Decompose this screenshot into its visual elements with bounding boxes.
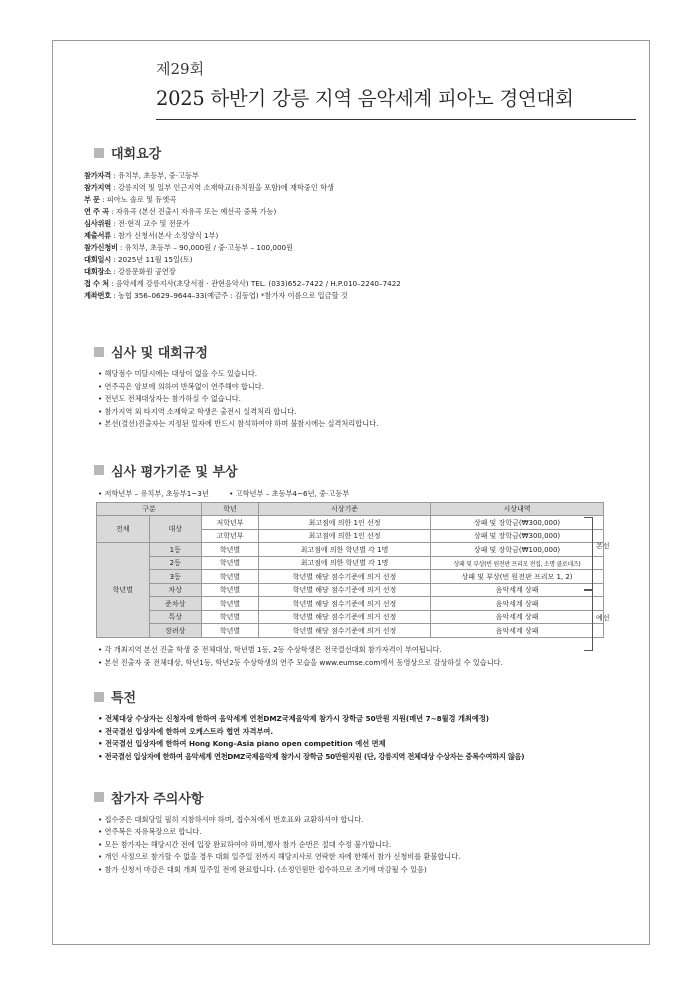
list-item: • 전국결선 입상자에 한하여 오케스트라 협연 자격부여. — [98, 726, 274, 736]
section-benefits — [84, 687, 632, 763]
list-item: • 본선 진출자 중 전체대상, 학년1등, 학년2등 수상학생의 연주 모습을 www.eumse.com에서 동영상으로 감상하실 수 있습니다. — [98, 657, 503, 667]
outline-key: 제출서류 — [84, 231, 111, 240]
column-header: 시상내역 — [431, 502, 604, 516]
criterion-cell: 최고점에 의한 1인 선정 — [259, 529, 431, 543]
outline-row — [84, 206, 632, 218]
grade-cell: 학년별 — [202, 610, 259, 624]
final-bracket — [584, 517, 593, 591]
section-heading — [94, 143, 632, 162]
outline-row — [84, 230, 632, 242]
section-title: 심사 평가기준 및 부상 — [111, 464, 238, 480]
award-table — [96, 502, 604, 638]
category-high: • 고학년부 – 초등부4~6년, 중·고등부 — [229, 488, 350, 498]
outline-row — [84, 194, 632, 206]
grade-cell: 학년별 — [202, 570, 259, 584]
criterion-cell: 최고점에 의한 학년별 각 1명 — [259, 543, 431, 557]
outline-value: : 음악세계 강릉지사(초당서점 · 관현음악사) TEL. (033)652–7422 / H.P.010–2240–7422 — [108, 279, 401, 288]
list-item: • 전국결선 입상자에 한하여 Hong Kong–Asia piano open competition 예선 면제 — [98, 739, 386, 749]
square-bullet-icon — [94, 465, 104, 475]
rank-cell: 3등 — [149, 570, 202, 584]
section-title: 특전 — [111, 691, 137, 707]
square-bullet-icon — [94, 692, 104, 702]
outline-key: 참가자격 — [84, 171, 111, 180]
list-item: • 접수증은 대회당일 필히 지참하셔야 하며, 접수처에서 번호표와 교환하셔야 합니다. — [98, 814, 364, 824]
criterion-cell: 학년별 해당 점수기준에 의거 선정 — [259, 583, 431, 597]
outline-value: : 유치부, 초등부, 중·고등부 — [110, 171, 199, 180]
list-item: • 전년도 전체대상자는 참가하실 수 없습니다. — [98, 394, 241, 404]
list-item: • 전체대상 수상자는 신청자에 한하여 음악세계 연천DMZ국제음악제 참가시 장학금 50만원 지원(매년 7~8월경 개최예정) — [98, 714, 490, 724]
page-title: 2025 하반기 강릉 지역 음악세계 피아노 경연대회 — [156, 83, 636, 120]
rank-cell: 장려상 — [149, 624, 202, 638]
section-heading — [94, 461, 632, 480]
outline-row — [84, 266, 632, 278]
outline-key: 대회일시 — [84, 255, 111, 264]
prize-cell: 상패 및 부상(빈 원전판 프리모 1, 2) — [431, 570, 604, 584]
list-item: • 개인 사정으로 참가할 수 없을 경우 대회 일주일 전까지 해당지사로 연락한 자에 한해서 참가 신청비를 환불합니다. — [98, 852, 461, 862]
table-row — [97, 570, 604, 584]
outline-value: : 유치부, 초등부 – 90,000원 / 중·고등부 – 100,000원 — [117, 243, 294, 252]
outline-row — [84, 290, 632, 302]
list-item: • 본선(결선)진출자는 지정된 일자에 반드시 참석하여야 하며 불참시에는 실격처리합니다. — [98, 419, 379, 429]
grade-cell: 학년별 — [202, 556, 259, 570]
outline-value: : 참가 신청서(본사 소정양식 1부) — [110, 231, 219, 240]
list-item: • 연주곡은 암보에 의하여 반복없이 연주해야 합니다. — [98, 381, 265, 391]
outline-value: : 자유곡 (본선 진출시 자유곡 또는 예선곡 중복 가능) — [108, 207, 277, 216]
category-legend — [98, 489, 632, 499]
rank-cell: 준차상 — [149, 597, 202, 611]
list-item: • 참가지역 외 타지역 소재학교 학생은 출전시 실격처리 합니다. — [98, 406, 297, 416]
prelim-label: 예선 — [596, 613, 610, 622]
grade-cell: 저학년부 — [202, 516, 259, 530]
outline-key: 접 수 처 — [84, 279, 109, 288]
prize-cell: 상패 및 장학금(₩300,000) — [431, 529, 604, 543]
grade-cell: 학년별 — [202, 597, 259, 611]
list-item: • 연주복은 자유복장으로 합니다. — [98, 827, 202, 837]
table-row — [97, 543, 604, 557]
square-bullet-icon — [94, 347, 104, 357]
outline-value: : 2025년 11월 15일(토) — [110, 255, 193, 264]
table-row — [97, 516, 604, 530]
outline-value: : 농협 356–0629–9644–33(예금주 : 김동엽) *참가자 이름으로 입금할 것 — [110, 291, 348, 300]
criterion-cell: 최고점에 의한 1인 선정 — [259, 516, 431, 530]
prize-cell: 상패 및 부상(빈 원전판 프리모 전집, 소명 클로네즈) — [431, 556, 604, 570]
section-title: 심사 및 대회규정 — [111, 346, 208, 361]
outline-value: : 강릉문화원 공연장 — [110, 267, 176, 276]
prize-cell: 음악세계 상패 — [431, 624, 604, 638]
outline-value: : 전·현직 교수 및 전문가 — [110, 219, 190, 228]
list-item: • 해당점수 미달시에는 대상이 없을 수도 있습니다. — [98, 369, 258, 378]
table-row — [97, 597, 604, 611]
section-outline — [84, 143, 632, 302]
table-header-row — [97, 502, 604, 516]
column-header: 시상기준 — [259, 502, 431, 516]
table-row — [97, 610, 604, 624]
criteria-notes — [84, 644, 632, 669]
outline-row — [84, 170, 632, 182]
section-heading — [94, 788, 632, 807]
list-item: • 참가 신청서 마감은 대회 개최 일주일 전에 완료합니다. (소정인원만 접수하므로 조기에 마감될 수 있음) — [98, 864, 427, 874]
square-bullet-icon — [94, 148, 104, 158]
column-header: 구분 — [97, 502, 202, 516]
outline-key: 부 문 — [84, 195, 100, 204]
outline-value: : 피아노 솔로 및 듀엣곡 — [99, 195, 177, 204]
outline-key: 계좌번호 — [84, 291, 111, 300]
table-row — [97, 583, 604, 597]
rules-list — [84, 368, 632, 431]
outline-key: 대회장소 — [84, 267, 111, 276]
grade-cell: 학년별 — [202, 624, 259, 638]
column-header: 학년 — [202, 502, 259, 516]
prize-cell: 음악세계 상패 — [431, 610, 604, 624]
prize-cell: 상패 및 장학금(₩300,000) — [431, 516, 604, 530]
notices-list — [84, 814, 632, 877]
prize-cell: 음악세계 상패 — [431, 597, 604, 611]
square-bullet-icon — [94, 792, 104, 802]
group-cell: 전체 — [97, 516, 150, 543]
outline-row — [84, 218, 632, 230]
outline-value: : 강릉지역 및 일부 인근지역 소재학교(유치원을 포함)에 재학중인 학생 — [110, 183, 334, 192]
edition-label: 제29회 — [156, 60, 205, 78]
criterion-cell: 학년별 해당 점수기준에 의거 선정 — [259, 610, 431, 624]
section-title: 참가자 주의사항 — [111, 791, 204, 807]
grade-cell: 학년별 — [202, 543, 259, 557]
section-title: 대회요강 — [111, 147, 162, 162]
outline-key: 참가지역 — [84, 183, 111, 192]
rank-cell: 특상 — [149, 610, 202, 624]
grade-cell: 고학년부 — [202, 529, 259, 543]
document-body — [84, 58, 632, 877]
criterion-cell: 최고점에 의한 학년별 각 1명 — [259, 556, 431, 570]
outline-key: 참가신청비 — [84, 243, 118, 252]
prize-cell: 음악세계 상패 — [431, 583, 604, 597]
outline-key: 연 주 곡 — [84, 207, 109, 216]
prelim-bracket — [584, 589, 593, 651]
benefits-list — [84, 713, 632, 763]
outline-key: 심사위원 — [84, 219, 111, 228]
outline-row — [84, 254, 632, 266]
rank-cell: 2등 — [149, 556, 202, 570]
outline-row — [84, 242, 632, 254]
section-rules — [84, 342, 632, 431]
table-row — [97, 624, 604, 638]
rank-cell: 차상 — [149, 583, 202, 597]
final-label: 본선 — [596, 541, 610, 550]
group-cell: 학년별 — [97, 543, 150, 638]
list-item: • 모든 참가자는 해당시간 전에 입장 완료하여야 하며,행사 참가 순번은 절대 수정 불가합니다. — [98, 839, 392, 849]
category-low: • 저학년부 – 유치부, 초등부1~3년 — [98, 488, 209, 498]
prize-cell: 상패 및 장학금(₩100,000) — [431, 543, 604, 557]
rank-cell: 대상 — [149, 516, 202, 543]
list-item: • 각 개최지역 본선 진출 학생 중 전체대상, 학년별 1등, 2등 수상학생은 전국결선대회 참가자격이 부여됩니다. — [98, 644, 442, 654]
outline-list — [84, 170, 632, 302]
rank-cell: 1등 — [149, 543, 202, 557]
outline-row — [84, 278, 632, 290]
grade-cell: 학년별 — [202, 583, 259, 597]
table-row — [97, 556, 604, 570]
list-item: • 전국결선 입상자에 한하여 음악세계 연천DMZ국제음악제 참가시 장학금 50만원지원 (단, 강릉지역 전체대상 수상자는 중복수여하지 않음) — [98, 751, 525, 761]
criterion-cell: 학년별 해당 점수기준에 의거 선정 — [259, 624, 431, 638]
section-heading — [94, 342, 632, 361]
section-criteria — [84, 461, 632, 669]
section-heading — [94, 687, 632, 706]
outline-row — [84, 182, 632, 194]
section-notices — [84, 788, 632, 877]
criterion-cell: 학년별 해당 점수기준에 의거 선정 — [259, 570, 431, 584]
criterion-cell: 학년별 해당 점수기준에 의거 선정 — [259, 597, 431, 611]
